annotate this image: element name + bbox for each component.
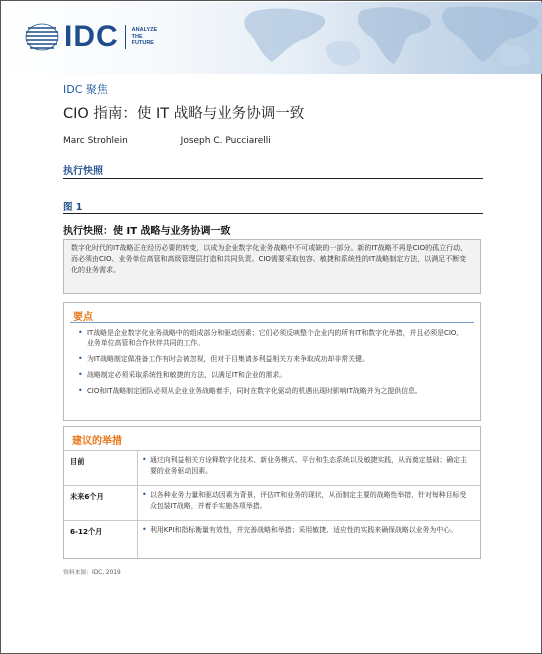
actions-heading: 建议的举措 (64, 427, 480, 451)
list-item: • 战略制定必须采取系统性和敏捷的方法，以满足IT和企业的需求。 (78, 370, 470, 380)
divider (63, 178, 483, 179)
logo-divider (125, 25, 126, 49)
section-heading: 执行快照 (63, 166, 103, 177)
table-row (64, 521, 480, 558)
recommended-actions-table (63, 426, 481, 559)
key-points-panel (63, 302, 481, 421)
author-name: Joseph C. Pucciarelli (180, 136, 271, 146)
logo-wordmark: IDC (64, 20, 119, 53)
figure-title: 执行快照：使 IT 战略与业务协调一致 (63, 226, 231, 237)
source-note: 资料来源：IDC, 2019 (63, 570, 121, 576)
timeframe-cell: 6-12个月 (64, 521, 138, 558)
list-item: • 为IT战略制定做准备工作有时会被忽视，但对于目集请多利益相关方来争取成功却非常关键。 (78, 354, 470, 364)
globe-icon (24, 22, 60, 52)
table-row (64, 451, 480, 486)
table-row (64, 486, 480, 521)
timeframe-cell: 未来6个月 (64, 486, 138, 520)
author-line (63, 136, 483, 146)
timeframe-cell: 目前 (64, 451, 138, 485)
summary-box: 数字化时代的IT战略正在经历必要的转变，以成为企业数字化业务战略中不可或缺的一部分。新的IT战略不再是CIO的孤立行动，而必须由CIO、业务单位高管和高级管理层打造和共同负责。CIO需要采取包容、敏捷和系统性的IT战略制定方法，以满足不断变化的业务需求。 (63, 239, 481, 294)
author-name: Marc Strohlein (63, 136, 128, 146)
world-map-graphic (212, 2, 542, 74)
action-cell: • 以各种业务力量和驱动因素为背景，评估IT和业务的现状，从而制定主要的战略性举措，针对每种目标受众包装IT战略，并着手实施各项举措。 (138, 486, 480, 520)
key-points-heading: 要点 (73, 312, 93, 323)
document-title: CIO 指南：使 IT 战略与业务协调一致 (63, 106, 305, 122)
header-banner (2, 2, 542, 74)
action-cell: • 利用KPI和指标衡量有效性，并完善战略和举措；采用敏捷、适应性的实践来确保战略以业务为中心。 (138, 521, 480, 558)
logo-tagline: ANALYZE THE FUTURE (131, 27, 158, 47)
series-label: IDC 聚焦 (63, 83, 108, 96)
divider (63, 213, 483, 214)
list-item: • IT战略是企业数字化业务战略中的组成部分和驱动因素；它们必须反映整个企业内的所有IT和数字化举措，并且必须是CIO、业务单位高管和合作伙伴共同的工作。 (78, 328, 470, 348)
idc-logo (24, 22, 164, 52)
list-item: • CIO和IT战略制定团队必须从企业业务战略着手，同时在数字化驱动的机遇出现时影响IT战略并为之提供信息。 (78, 386, 470, 396)
key-points-list (64, 323, 480, 396)
figure-label: 图 1 (63, 202, 83, 213)
action-cell: • 通过向利益相关方诠释数字化技术、新业务模式、平台和生态系统以及敏捷实践，从而奠定基础；确定主要的业务驱动因素。 (138, 451, 480, 485)
